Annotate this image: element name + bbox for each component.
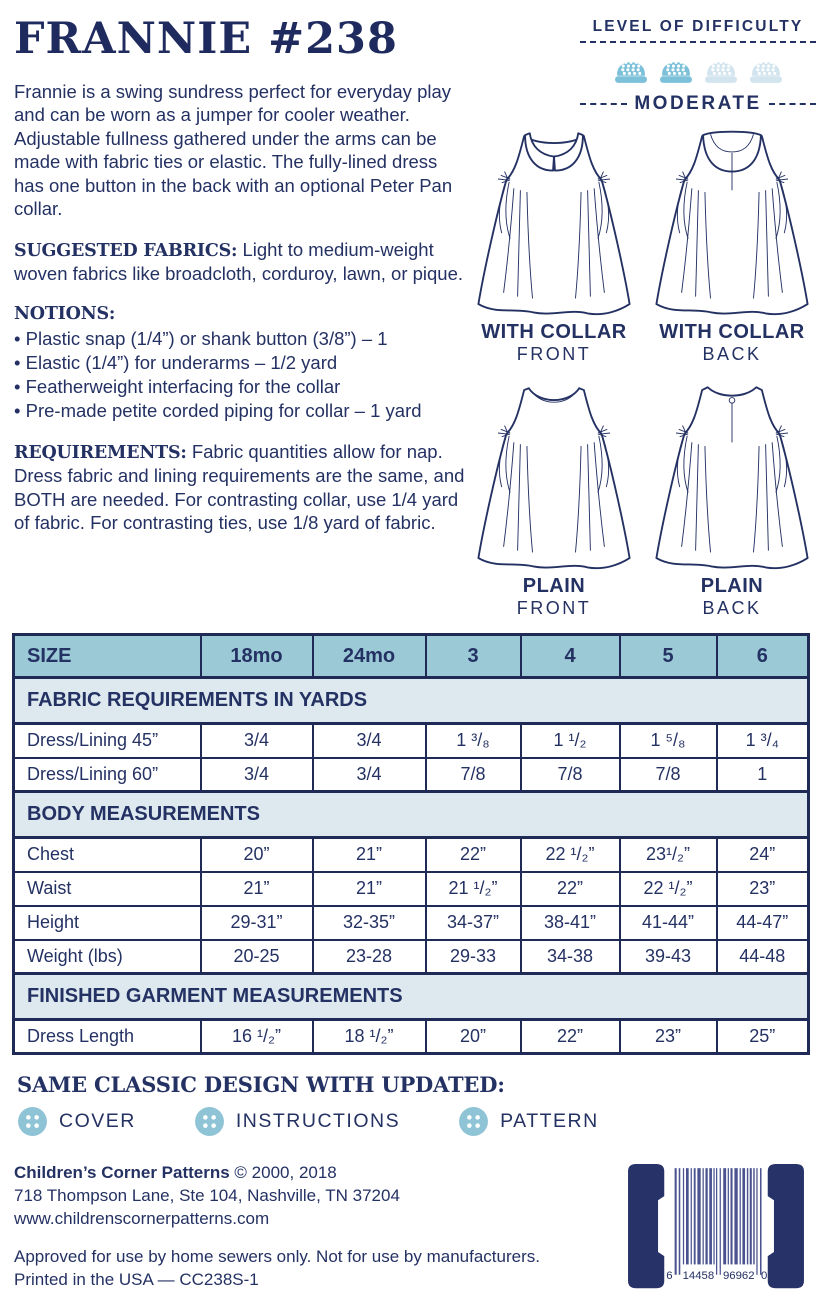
notion-item: • Pre-made petite corded piping for collar – 1 yard — [14, 399, 466, 423]
view-title: PLAIN — [700, 575, 764, 597]
svg-text:14458: 14458 — [682, 1269, 715, 1282]
difficulty-level-row — [580, 93, 816, 115]
table-cell: 7/8 — [521, 758, 620, 792]
table-row — [14, 758, 809, 792]
requirements-paragraph — [14, 440, 466, 535]
notion-item: • Plastic snap (1/4”) or shank button (3/8”) – 1 — [14, 327, 466, 351]
row-label: Dress/Lining 45” — [14, 724, 201, 758]
thimble-row — [580, 52, 816, 85]
updated-heading: SAME CLASSIC DESIGN WITH UPDATED: — [17, 1072, 505, 1097]
column-header: 5 — [620, 635, 717, 678]
dress-view-collar-back — [648, 123, 816, 365]
table-cell: 7/8 — [426, 758, 521, 792]
approval-note: Approved for use by home sewers only. Not for use by manufacturers. — [14, 1247, 540, 1267]
table-row — [14, 724, 809, 758]
size-chart-body — [14, 635, 809, 1054]
updated-items — [17, 1106, 807, 1137]
svg-text:0: 0 — [760, 1269, 768, 1282]
table-cell: 22 ¹/₂” — [521, 838, 620, 872]
company-line — [14, 1161, 540, 1184]
suggested-fabrics-paragraph — [14, 238, 466, 286]
updated-item-pattern — [458, 1106, 599, 1137]
requirements-heading: REQUIREMENTS: — [14, 443, 187, 464]
dress-views-grid — [470, 123, 816, 619]
svg-text:96962: 96962 — [722, 1269, 755, 1282]
dress-illustration-collar-front — [470, 123, 638, 319]
barcode — [627, 1163, 805, 1292]
table-cell: 38-41” — [521, 906, 620, 940]
view-subtitle: BACK — [702, 344, 762, 364]
row-label: Dress/Lining 60” — [14, 758, 201, 792]
size-chart-table — [12, 633, 810, 1055]
footer-text — [14, 1161, 540, 1292]
updated-item-label: PATTERN — [500, 1110, 599, 1132]
address: 718 Thompson Lane, Ste 104, Nashville, TN 37204 — [14, 1186, 400, 1206]
column-header: 3 — [426, 635, 521, 678]
table-section-row — [14, 974, 809, 1020]
website: www.childrenscornerpatterns.com — [14, 1209, 270, 1229]
notions-block — [14, 303, 466, 423]
table-cell: 1 ³/₄ — [717, 724, 809, 758]
button-icon — [458, 1106, 489, 1137]
table-cell: 20-25 — [201, 940, 313, 974]
page-title: FRANNIE #238 — [14, 14, 398, 64]
table-cell: 25” — [717, 1020, 809, 1054]
view-subtitle: FRONT — [516, 344, 592, 364]
column-header: SIZE — [14, 635, 201, 678]
dress-view-plain-back — [648, 377, 816, 619]
row-label: Waist — [14, 872, 201, 906]
table-section-title: FABRIC REQUIREMENTS IN YARDS — [14, 678, 809, 724]
table-row — [14, 838, 809, 872]
row-label: Chest — [14, 838, 201, 872]
table-cell: 18 ¹/₂” — [313, 1020, 426, 1054]
row-label: Dress Length — [14, 1020, 201, 1054]
table-cell: 24” — [717, 838, 809, 872]
table-cell: 22 ¹/₂” — [620, 872, 717, 906]
updated-item-cover — [17, 1106, 136, 1137]
table-cell: 23¹/₂” — [620, 838, 717, 872]
table-cell: 23-28 — [313, 940, 426, 974]
table-cell: 34-37” — [426, 906, 521, 940]
updated-item-label: COVER — [59, 1110, 136, 1132]
column-header: 24mo — [313, 635, 426, 678]
button-icon — [17, 1106, 48, 1137]
dashed-rule — [580, 41, 816, 43]
view-title: WITH COLLAR — [659, 321, 805, 343]
thimble-icon — [702, 52, 740, 85]
view-subtitle: FRONT — [516, 598, 592, 618]
table-cell: 3/4 — [313, 758, 426, 792]
table-cell: 41-44” — [620, 906, 717, 940]
table-cell: 44-47” — [717, 906, 809, 940]
thimble-icon — [657, 52, 695, 85]
table-cell: 3/4 — [201, 758, 313, 792]
table-cell: 1 ¹/₂ — [521, 724, 620, 758]
thimble-icon — [612, 52, 650, 85]
table-cell: 22” — [426, 838, 521, 872]
updated-item-label: INSTRUCTIONS — [235, 1110, 401, 1132]
table-cell: 39-43 — [620, 940, 717, 974]
updated-item-instructions — [194, 1106, 400, 1137]
svg-text:6: 6 — [666, 1269, 673, 1282]
view-title: WITH COLLAR — [481, 321, 627, 343]
suggested-fabrics-heading: SUGGESTED FABRICS: — [14, 240, 238, 261]
requirements-text: Fabric quantities allow for nap. Dress fabric and lining requirements are the same, and BOTH are needed. For contrasting collar, use 1/4 yard of fabric. For contrasting ties, use 1/8 yard of fabric. — [14, 441, 465, 534]
view-title: PLAIN — [522, 575, 586, 597]
footer — [14, 1161, 807, 1292]
top-section — [14, 12, 807, 619]
table-cell: 23” — [620, 1020, 717, 1054]
table-cell: 21” — [201, 872, 313, 906]
table-cell: 1 — [717, 758, 809, 792]
table-cell: 22” — [521, 1020, 620, 1054]
dress-illustration-plain-back — [648, 377, 816, 573]
barcode-spool — [627, 1163, 805, 1289]
dress-illustration-plain-front — [470, 377, 638, 573]
table-cell: 34-38 — [521, 940, 620, 974]
row-label: Weight (lbs) — [14, 940, 201, 974]
intro-paragraph: Frannie is a swing sundress perfect for everyday play and can be worn as a jumper for cooler weather. Adjustable fullness gathered under the arms can be made with fabric ties or elastic. The fully-lined dress has one button in the back with an optional Peter Pan collar. — [14, 81, 453, 220]
table-cell: 32-35” — [313, 906, 426, 940]
column-header: 4 — [521, 635, 620, 678]
table-cell: 23” — [717, 872, 809, 906]
table-section-title: BODY MEASUREMENTS — [14, 792, 809, 838]
table-row — [14, 940, 809, 974]
printed-note: Printed in the USA — CC238S-1 — [14, 1270, 259, 1290]
table-cell: 21” — [313, 838, 426, 872]
table-row — [14, 872, 809, 906]
table-cell: 3/4 — [201, 724, 313, 758]
dress-illustration-collar-back — [648, 123, 816, 319]
row-label: Height — [14, 906, 201, 940]
updated-banner — [17, 1072, 807, 1137]
copyright: © 2000, 2018 — [229, 1163, 337, 1182]
view-subtitle: BACK — [702, 598, 762, 618]
table-cell: 29-33 — [426, 940, 521, 974]
table-cell: 1 ⁵/₈ — [620, 724, 717, 758]
table-row — [14, 1020, 809, 1054]
table-header-row — [14, 635, 809, 678]
notion-item: • Elastic (1/4”) for underarms – 1/2 yard — [14, 351, 466, 375]
suggested-fabrics-text: Light to medium-weight woven fabrics like broadcloth, corduroy, lawn, or pique. — [14, 238, 464, 285]
difficulty-level: MODERATE — [634, 93, 762, 114]
table-cell: 29-31” — [201, 906, 313, 940]
table-cell: 16 ¹/₂” — [201, 1020, 313, 1054]
column-header: 6 — [717, 635, 809, 678]
table-row — [14, 906, 809, 940]
dress-view-collar-front — [470, 123, 638, 365]
table-cell: 3/4 — [313, 724, 426, 758]
difficulty-block — [580, 18, 816, 115]
notions-list — [14, 327, 466, 423]
table-section-row — [14, 678, 809, 724]
table-section-title: FINISHED GARMENT MEASUREMENTS — [14, 974, 809, 1020]
column-header: 18mo — [201, 635, 313, 678]
table-cell: 22” — [521, 872, 620, 906]
table-cell: 7/8 — [620, 758, 717, 792]
table-cell: 44-48 — [717, 940, 809, 974]
dashed-rule — [769, 103, 816, 105]
table-cell: 20” — [426, 1020, 521, 1054]
table-cell: 1 ³/₈ — [426, 724, 521, 758]
dashed-rule — [580, 103, 627, 105]
notions-heading: NOTIONS: — [14, 303, 116, 324]
company-name: Children’s Corner Patterns — [14, 1163, 230, 1182]
button-icon — [194, 1106, 225, 1137]
right-column — [466, 12, 816, 619]
table-section-row — [14, 792, 809, 838]
table-cell: 20” — [201, 838, 313, 872]
left-column — [14, 12, 466, 619]
table-cell: 21” — [313, 872, 426, 906]
dress-view-plain-front — [470, 377, 638, 619]
table-cell: 21 ¹/₂” — [426, 872, 521, 906]
thimble-icon — [747, 52, 785, 85]
notion-item: • Featherweight interfacing for the collar — [14, 375, 466, 399]
difficulty-label: LEVEL OF DIFFICULTY — [592, 18, 804, 35]
